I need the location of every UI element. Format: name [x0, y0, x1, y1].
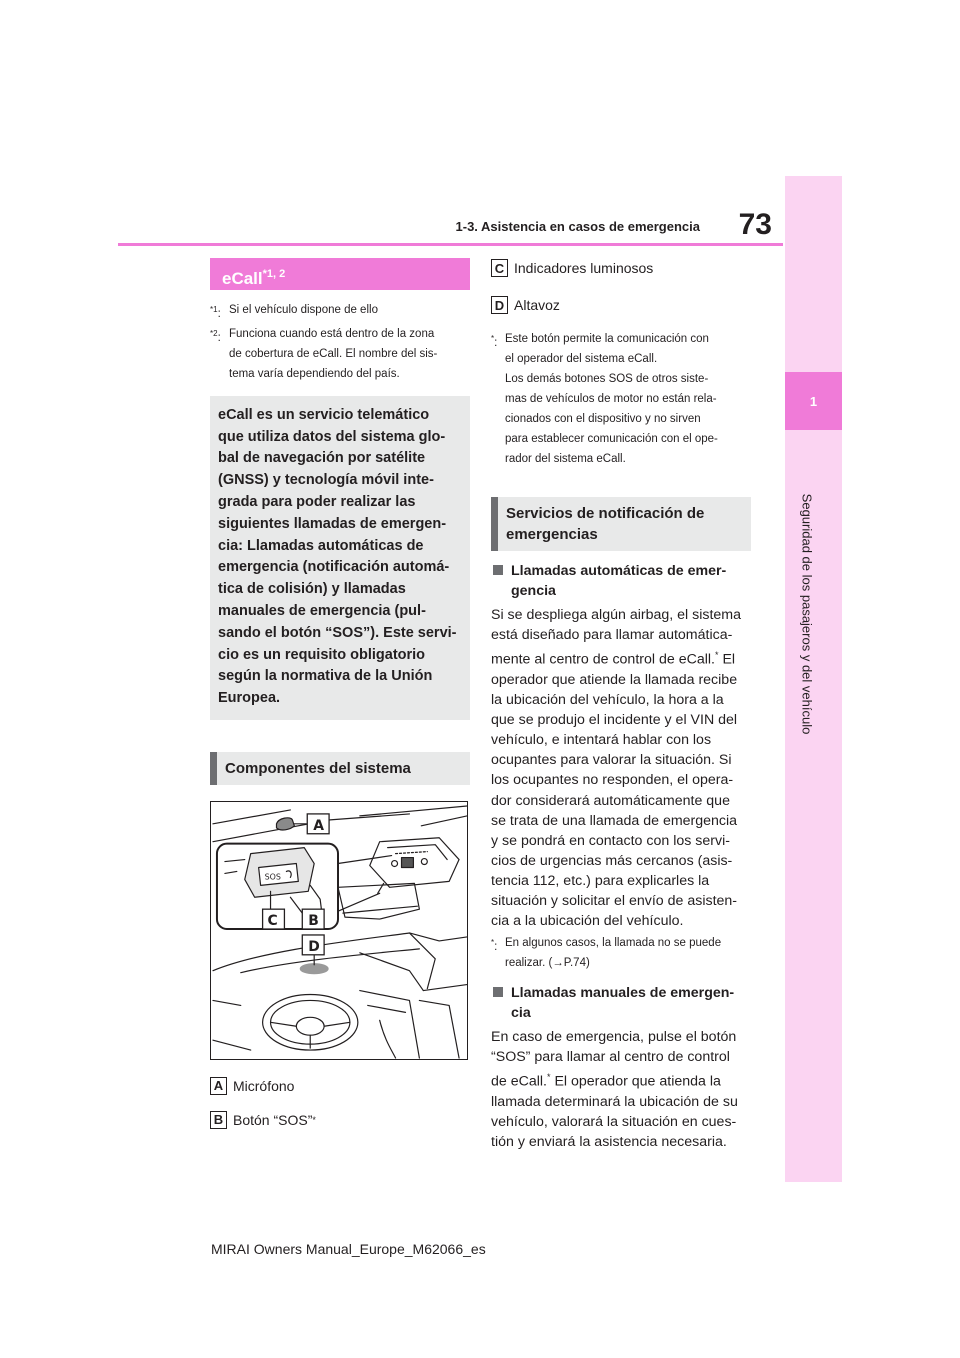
- auto-calls-body: [491, 605, 751, 931]
- auto-line: los ocupantes no responden, el opera-: [491, 772, 734, 789]
- page-number: 73: [738, 208, 772, 241]
- diagram-label-d: D: [308, 938, 320, 955]
- intro-line: cio es un requisito obligatorio: [218, 646, 426, 663]
- diagram-label-c: C: [267, 913, 278, 930]
- intro-line: tica de colisión) y llamadas: [218, 581, 406, 598]
- intro-line: grada para poder realizar las: [218, 494, 416, 511]
- auto-line: cia a la ubicación del vehículo.: [491, 913, 684, 930]
- manual-line: “SOS” para llamar al centro de control: [491, 1049, 730, 1066]
- auto-line: tencia 112, etc.) para explicarles la: [491, 872, 710, 889]
- availability-notes: [210, 300, 470, 384]
- legend-b-sup: *: [312, 1114, 316, 1125]
- note-1-line: Si el vehículo dispone de ello: [229, 304, 378, 316]
- intro-line: siguientes llamadas de emergen-: [218, 515, 447, 532]
- intro-line: cia: Llamadas automáticas de: [218, 537, 424, 554]
- section-header: 1-3. Asistencia en casos de emergencia: [455, 219, 700, 234]
- components-section-title: Componentes del sistema: [210, 752, 470, 785]
- legend-item-d: [491, 295, 751, 315]
- auto-line: la ubicación del vehículo, la hora a la: [491, 692, 724, 709]
- ecall-banner: [210, 258, 470, 290]
- auto-line: cios de urgencias más cercanos (asis-: [491, 852, 733, 869]
- note-1: $^{*1}$: Si el vehículo dispone de ello: [210, 300, 470, 324]
- legend-text-b: Botón “SOS”: [233, 1111, 313, 1128]
- intro-line: (GNSS) y tecnología móvil inte-: [218, 472, 434, 489]
- manual-line: En caso de emergencia, pulse el botón: [491, 1029, 737, 1046]
- intro-line: eCall es un servicio telemático: [218, 406, 430, 423]
- auto-line: Si se despliega algún airbag, el sistema: [491, 607, 742, 623]
- diagram-label-a: A: [313, 817, 324, 834]
- legend-text-d: Altavoz: [514, 297, 560, 313]
- auto-line: que se produjo el incidente y el VIN del: [491, 712, 738, 729]
- intro-summary-box: [210, 396, 470, 720]
- auto-line: dor considerará automáticamente que: [491, 792, 730, 809]
- auto-line: situación y solicitar el envío de asisten-: [491, 893, 738, 910]
- manual-line-with-sup: de eCall.* El operador que atienda la: [491, 1072, 721, 1091]
- auto-note-line: En algunos casos, la llamada no se puede: [505, 937, 722, 950]
- intro-line: Europea.: [218, 690, 281, 707]
- legend-text-c: Indicadores luminosos: [514, 260, 654, 276]
- auto-calls-heading: [491, 561, 751, 601]
- components-diagram: [210, 801, 468, 1060]
- legend-text-a: Micrófono: [233, 1077, 295, 1094]
- legend-item-a: [210, 1076, 470, 1096]
- manual-calls-heading: [491, 983, 751, 1023]
- manual-line: llamada determinará la ubicación de su: [491, 1094, 738, 1111]
- note-2-line: Funciona cuando está dentro de la zona: [229, 327, 435, 340]
- square-bullet-icon: [493, 565, 503, 575]
- footnote-mark: *: [491, 334, 495, 343]
- legend-key-a: A: [210, 1077, 227, 1095]
- note-2-line: tema varía dependiendo del país.: [229, 367, 400, 380]
- manual-heading-line: Llamadas manuales de emergen-: [511, 985, 735, 1002]
- intro-line: manuales de emergencia (pul-: [218, 603, 426, 619]
- chapter-number: 1: [785, 372, 842, 430]
- legend-item-b: [210, 1110, 470, 1130]
- intro-line: según la normativa de la Unión: [218, 668, 433, 685]
- footer-manual-id: MIRAI Owners Manual_Europe_M62066_es: [211, 1241, 486, 1257]
- auto-line: está diseñado para llamar automática-: [491, 627, 733, 644]
- chapter-side-tab: [785, 176, 842, 1182]
- auto-line: y se pondrá en contacto con los servi-: [491, 832, 730, 849]
- sos-button-footnote: *: Este botón permite la comunicación con el operador del sistema eCall. Los demás botones SOS de otros siste- mas de vehículos de motor no están rela- cionados con el dispositivo y no sirven para establecer comunicación con el ope- rador del sistema eCall.: [491, 329, 751, 469]
- legend-key-b: B: [210, 1111, 227, 1129]
- footnote-line: Este botón permite la comunicación con: [505, 333, 709, 345]
- footnote-line: Los demás botones SOS de otros siste-: [505, 373, 709, 385]
- note-2-line: de cobertura de eCall. El nombre del sis-: [229, 347, 438, 360]
- intro-line: sando el botón “SOS”). Este servi-: [218, 624, 457, 641]
- intro-line: bal de navegación por satélite: [218, 450, 426, 467]
- manual-heading-line: cia: [511, 1005, 531, 1022]
- note-2-mark: *2: [210, 328, 218, 338]
- footnote-line: cionados con el dispositivo y no sirven: [505, 413, 701, 425]
- auto-calls-footnote: *: En algunos casos, la llamada no se puede realizar. (→P.74): [491, 933, 751, 973]
- diagram-label-b: B: [308, 913, 319, 930]
- note-1-mark: *1: [210, 305, 218, 314]
- sos-button-label: SOS: [264, 872, 281, 882]
- header-rule: [118, 243, 783, 246]
- auto-line: ocupantes para valorar la situación. Si: [491, 752, 732, 769]
- footnote-line: para establecer comunicación con el ope-: [505, 433, 718, 445]
- legend-key-c: C: [491, 259, 508, 277]
- auto-heading-line: gencia: [511, 583, 556, 599]
- manual-line: tión y enviará la asistencia necesaria.: [491, 1134, 727, 1151]
- manual-line: vehículo, valorará la situación en cues-: [491, 1114, 737, 1131]
- services-title-line: emergencias: [506, 526, 598, 543]
- auto-line: vehículo, e intentará hablar con los: [491, 732, 712, 749]
- square-bullet-icon: [493, 987, 503, 997]
- intro-line: emergencia (notificación automá-: [218, 559, 450, 576]
- footnote-line: el operador del sistema eCall.: [505, 353, 658, 365]
- legend-item-c: [491, 258, 751, 278]
- footnote-line: rador del sistema eCall.: [505, 453, 626, 465]
- right-column: [491, 258, 751, 1153]
- chapter-title: Seguridad de los pasajeros y del vehículo: [799, 493, 815, 735]
- note-2: $^{*2}$: Funciona cuando está dentro de la zona de cobertura de eCall. El nombre del sis- tema varía dependiendo del país.: [210, 324, 470, 384]
- manual-calls-body: [491, 1027, 751, 1152]
- auto-line: se trata de una llamada de emergencia: [491, 812, 738, 829]
- auto-heading-line: Llamadas automáticas de emer-: [511, 563, 727, 579]
- ecall-banner-sup: *1, 2: [262, 268, 286, 280]
- auto-line: operador que atiende la llamada recibe: [491, 672, 738, 689]
- intro-line: que utiliza datos del sistema glo-: [218, 428, 446, 445]
- services-title-line: Servicios de notificación de: [506, 505, 705, 522]
- legend-key-d: D: [491, 296, 508, 314]
- ecall-banner-title: eCall: [222, 269, 263, 288]
- left-column: [210, 258, 470, 1130]
- services-section-title: [491, 497, 751, 551]
- page-reference-link[interactable]: realizar. (→P.74): [505, 957, 590, 970]
- auto-line-with-sup: mente al centro de control de eCall.* El: [491, 650, 736, 668]
- footnote-line: mas de vehículos de motor no están rela-: [505, 393, 717, 405]
